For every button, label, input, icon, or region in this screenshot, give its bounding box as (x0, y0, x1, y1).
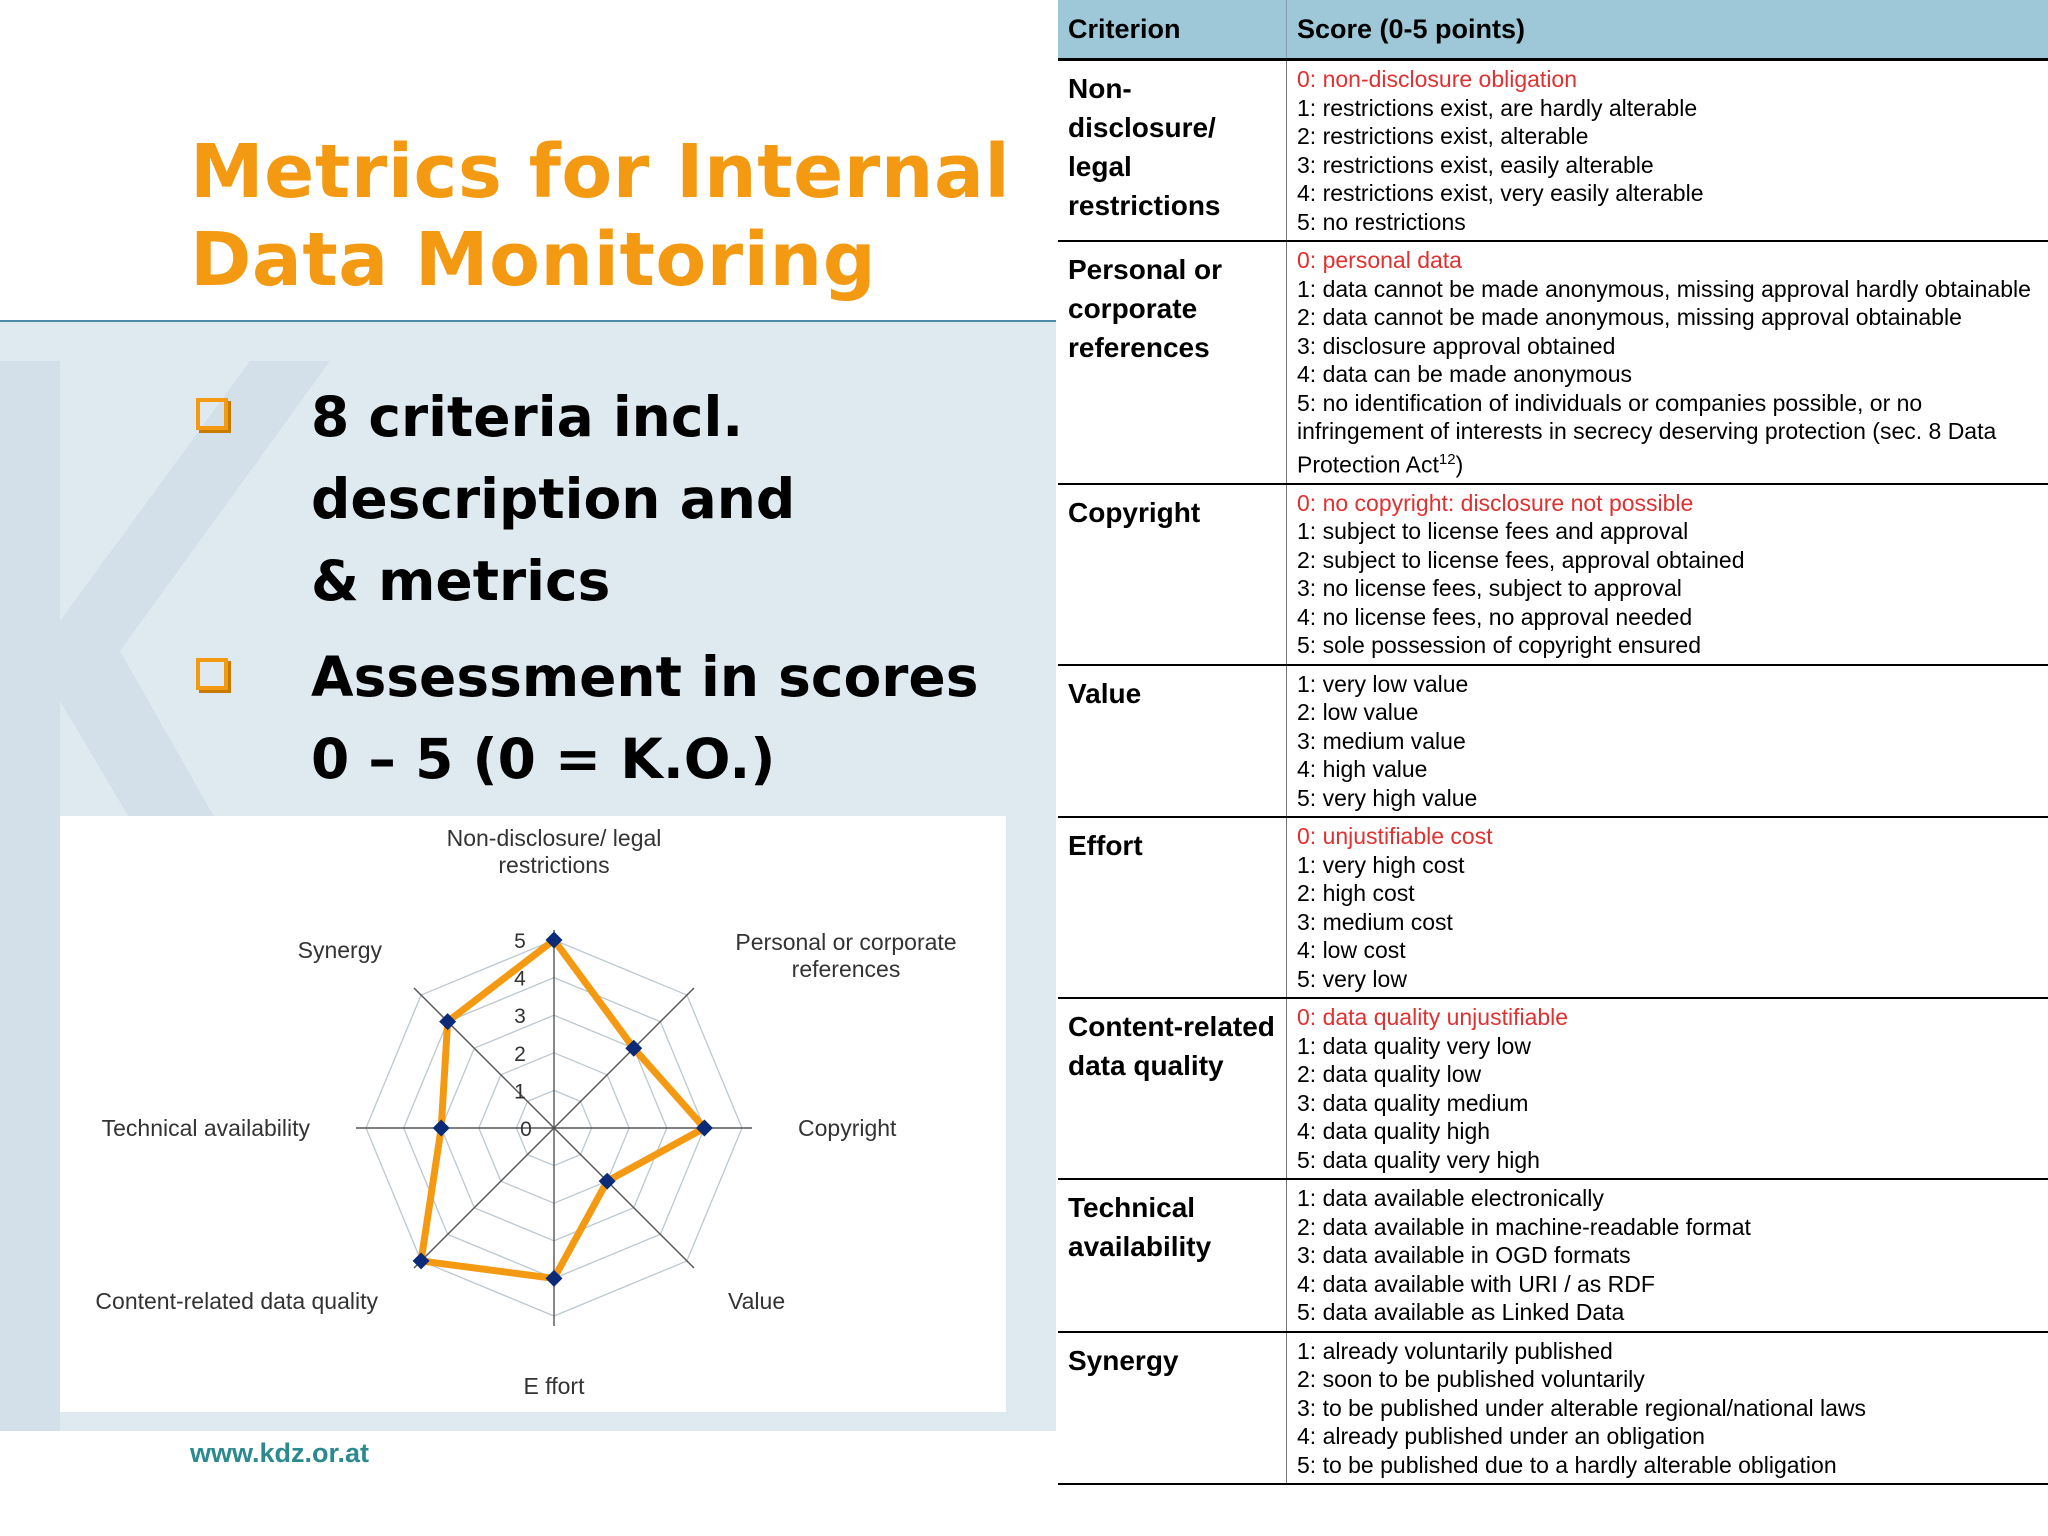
axis-label: Technical availability (101, 1115, 310, 1141)
score-text: 4: already published under an obligation (1297, 1423, 1705, 1450)
score-line (1297, 1089, 2042, 1118)
score-text: 3: to be published under alterable regional/national laws (1297, 1394, 1867, 1421)
bullet-line: 0 – 5 (0 = K.O.) (311, 727, 776, 791)
criterion-name-line: Personal or (1068, 254, 1223, 285)
tick-label: 1 (514, 1080, 526, 1104)
criterion-name-line: corporate (1068, 293, 1198, 324)
score-text: 3: data available in OGD formats (1297, 1242, 1631, 1269)
score-text: 5: very low (1297, 965, 1407, 992)
score-line (1297, 389, 2042, 479)
axis-label: Content-related data quality (95, 1288, 378, 1314)
score-line-knockout (1297, 822, 2042, 851)
axis-label: references (791, 956, 901, 982)
criterion-name-line: Value (1068, 677, 1142, 709)
score-line (1297, 908, 2042, 937)
score-text: 5: very high value (1297, 784, 1478, 811)
score-text: 2: restrictions exist, alterable (1297, 123, 1589, 149)
checkbox-square-icon (196, 658, 228, 690)
score-line (1297, 1337, 2042, 1366)
score-text: 0: non-disclosure obligation (1297, 66, 1578, 92)
score-line (1297, 603, 2042, 632)
score-text: 3: no license fees, subject to approval (1297, 575, 1682, 602)
score-line (1297, 1451, 2042, 1480)
checkbox-square-icon (196, 398, 228, 430)
score-line (1297, 1060, 2042, 1089)
score-line-knockout (1297, 65, 2042, 94)
score-text-tail: ) (1455, 451, 1464, 478)
criterion-cell (1058, 484, 1287, 665)
column-header-score: Score (0-5 points) (1287, 0, 2048, 60)
score-text: 2: high cost (1297, 880, 1415, 907)
score-text: 2: soon to be published voluntarily (1297, 1366, 1645, 1393)
criterion-cell (1058, 817, 1287, 998)
bullet-line: description and (311, 467, 796, 531)
axis-label: Copyright (798, 1115, 897, 1141)
score-line (1297, 517, 2042, 546)
score-line (1297, 1032, 2042, 1061)
score-text: 5: data quality very high (1297, 1146, 1540, 1173)
bullet-line: & metrics (311, 549, 611, 613)
score-text: 5: to be published due to a hardly alterable obligation (1297, 1451, 1837, 1478)
criteria-table (1058, 0, 2048, 1485)
score-text: 2: data cannot be made anonymous, missing approval obtainable (1297, 304, 1962, 330)
slide-title (190, 128, 1050, 304)
score-text: 4: data quality high (1297, 1118, 1491, 1145)
score-line (1297, 936, 2042, 965)
tick-label: 3 (514, 1005, 526, 1029)
score-text: 2: low value (1297, 699, 1419, 726)
footnote-marker: 12 (1438, 450, 1456, 468)
criterion-name-line: Non-disclosure/ (1068, 73, 1216, 143)
criteria-table-body (1058, 60, 2048, 1485)
score-line (1297, 94, 2042, 123)
score-line (1297, 631, 2042, 660)
bullet-line: 8 criteria incl. (311, 385, 744, 449)
score-line (1297, 303, 2042, 332)
score-text: 5: sole possession of copyright ensured (1297, 632, 1702, 659)
radar-axis (414, 988, 554, 1128)
criterion-cell (1058, 665, 1287, 818)
score-line (1297, 1241, 2042, 1270)
axis-label: E ffort (523, 1373, 585, 1399)
score-line (1297, 851, 2042, 880)
table-row (1058, 817, 2048, 998)
score-line-knockout (1297, 1003, 2042, 1032)
score-text: 3: restrictions exist, easily alterable (1297, 151, 1654, 178)
score-text: 2: subject to license fees, approval obtained (1297, 546, 1745, 573)
score-line (1297, 879, 2042, 908)
score-line (1297, 122, 2042, 151)
score-cell (1287, 998, 2048, 1179)
series-line (421, 940, 704, 1278)
score-line (1297, 208, 2042, 237)
criterion-name-line: legal (1068, 151, 1132, 182)
criterion-cell (1058, 1179, 1287, 1332)
score-text: 4: low cost (1297, 937, 1406, 964)
criterion-cell (1058, 998, 1287, 1179)
score-cell (1287, 1332, 2048, 1485)
criterion-name-line: references (1068, 332, 1210, 363)
score-cell (1287, 241, 2048, 484)
criterion-cell (1058, 241, 1287, 484)
criterion-name-line: Synergy (1068, 1344, 1179, 1376)
tick-label: 4 (514, 967, 526, 991)
score-line (1297, 1394, 2042, 1423)
score-line (1297, 1117, 2042, 1146)
axis-label: restrictions (498, 852, 610, 878)
radar-chart-svg (60, 816, 1006, 1412)
tick-label: 5 (514, 930, 526, 953)
score-text: 1: data quality very low (1297, 1032, 1531, 1059)
score-text: 4: data available with URI / as RDF (1297, 1270, 1655, 1297)
score-text: 0: data quality unjustifiable (1297, 1004, 1569, 1031)
axis-label: Personal or corporate (735, 929, 957, 955)
tick-label: 0 (520, 1118, 532, 1141)
score-text: 5: data available as Linked Data (1297, 1299, 1625, 1326)
data-point-marker (433, 1120, 450, 1137)
score-line (1297, 332, 2042, 361)
score-cell (1287, 817, 2048, 998)
score-text: 1: very low value (1297, 670, 1469, 697)
score-text: 3: data quality medium (1297, 1089, 1529, 1116)
score-line (1297, 698, 2042, 727)
score-text: 4: restrictions exist, very easily alterable (1297, 180, 1704, 206)
score-line (1297, 546, 2042, 575)
score-text: 5: no restrictions (1297, 208, 1466, 235)
score-text: 3: disclosure approval obtained (1297, 332, 1616, 359)
score-text: 4: data can be made anonymous (1297, 361, 1633, 387)
score-text: 1: restrictions exist, are hardly alterable (1297, 94, 1698, 121)
criterion-name-line: availability (1068, 1231, 1212, 1263)
score-text: 0: unjustifiable cost (1297, 823, 1493, 850)
score-text: 2: data quality low (1297, 1061, 1482, 1088)
footer-url[interactable]: www.kdz.or.at (190, 1438, 370, 1468)
criterion-cell (1058, 60, 1287, 242)
criterion-name-line: data quality (1068, 1050, 1224, 1082)
score-line (1297, 151, 2042, 180)
axis-label: Non-disclosure/ legal (446, 825, 662, 851)
score-line (1297, 275, 2042, 304)
score-line (1297, 1146, 2042, 1175)
score-cell (1287, 665, 2048, 818)
table-row (1058, 241, 2048, 484)
score-text: 4: no license fees, no approval needed (1297, 603, 1693, 630)
score-line (1297, 727, 2042, 756)
score-line (1297, 574, 2042, 603)
criterion-name-line: Technical (1068, 1192, 1196, 1224)
score-line-knockout (1297, 489, 2042, 518)
score-line (1297, 1365, 2042, 1394)
score-text: 1: subject to license fees and approval (1297, 518, 1689, 545)
score-line (1297, 755, 2042, 784)
score-text: 1: already voluntarily published (1297, 1337, 1613, 1364)
score-text: 3: medium value (1297, 727, 1466, 754)
score-line (1297, 1184, 2042, 1213)
slide-title-line: Metrics for Internal (190, 129, 1011, 215)
score-cell (1287, 484, 2048, 665)
criterion-name-line: restrictions (1068, 190, 1221, 221)
score-line (1297, 1270, 2042, 1299)
table-row (1058, 484, 2048, 665)
table-row (1058, 1179, 2048, 1332)
bullet-text (311, 376, 1071, 622)
score-cell (1287, 1179, 2048, 1332)
score-line (1297, 1422, 2042, 1451)
criterion-name-line: Copyright (1068, 496, 1201, 528)
score-text: 3: medium cost (1297, 908, 1453, 935)
table-row (1058, 60, 2048, 242)
tick-label: 2 (514, 1042, 526, 1066)
score-text: 1: very high cost (1297, 851, 1465, 878)
score-text: 5: no identification of individuals or companies possible, or no infringement of interests in secrecy deserving protection (sec. 8 Data Protection Act (1297, 389, 1997, 478)
score-line (1297, 965, 2042, 994)
axis-label: Value (728, 1288, 786, 1314)
column-header-criterion: Criterion (1058, 0, 1287, 60)
table-row (1058, 998, 2048, 1179)
score-line (1297, 670, 2042, 699)
table-row (1058, 665, 2048, 818)
bullet-line: Assessment in scores (311, 645, 979, 709)
axis-label: Synergy (297, 937, 382, 963)
criterion-name-line: Content-related (1068, 1011, 1275, 1043)
score-line (1297, 360, 2042, 389)
radar-axis (554, 988, 694, 1128)
score-text: 0: personal data (1297, 247, 1462, 273)
score-text: 4: high value (1297, 756, 1428, 783)
table-row (1058, 1332, 2048, 1485)
score-text: 1: data cannot be made anonymous, missing approval hardly obtainable (1297, 275, 2031, 302)
criterion-cell (1058, 1332, 1287, 1485)
score-line (1297, 179, 2042, 208)
score-text: 0: no copyright: disclosure not possible (1297, 489, 1694, 516)
slide-title-line: Data Monitoring (190, 217, 877, 303)
bullet-text (311, 636, 1071, 800)
score-line (1297, 1213, 2042, 1242)
score-line (1297, 1298, 2042, 1327)
score-line-knockout (1297, 246, 2042, 275)
score-text: 2: data available in machine-readable format (1297, 1213, 1751, 1240)
table-header-row (1058, 0, 2048, 60)
criterion-name-line: Effort (1068, 830, 1143, 862)
score-line (1297, 784, 2042, 813)
header-divider (0, 320, 1056, 322)
radar-chart (60, 816, 1006, 1412)
score-cell (1287, 60, 2048, 242)
score-text: 1: data available electronically (1297, 1185, 1604, 1212)
